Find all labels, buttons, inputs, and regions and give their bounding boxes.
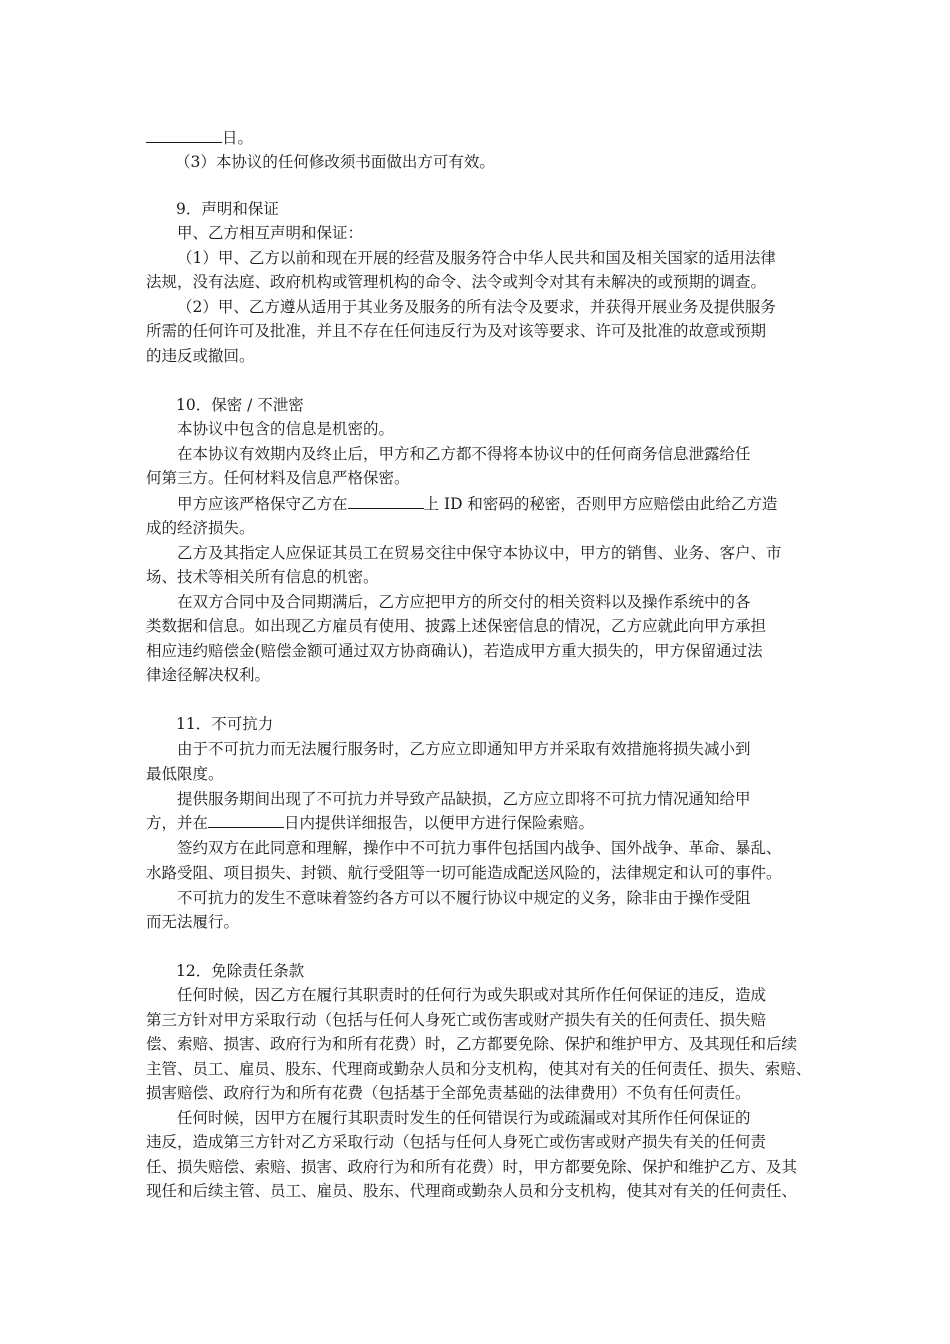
blank-field (146, 128, 222, 143)
text-line: 在双方合同中及合同期满后，乙方应把甲方的所交付的相关资料以及操作系统中的各 (177, 593, 751, 611)
text-line: 而无法履行。 (146, 913, 240, 931)
section-heading: 9．声明和保证 (176, 200, 279, 218)
section-heading: 11．不可抗力 (176, 715, 274, 733)
text-line: 第三方针对甲方采取行动（包括与任何人身死亡或伤害或财产损失有关的任何责任、损失赔 (146, 1011, 767, 1029)
blank-field (208, 813, 284, 828)
text-line: 本协议中包含的信息是机密的。 (177, 420, 395, 438)
text-line: 甲方应该严格保守乙方在 上 ID 和密码的秘密，否则甲方应赔偿由此给乙方造 (177, 495, 778, 513)
text-line: 由于不可抗力而无法履行服务时，乙方应立即通知甲方并采取有效措施将损失减小到 (177, 740, 751, 758)
text-line: 签约双方在此同意和理解，操作中不可抗力事件包括国内战争、国外战争、革命、暴乱、 (177, 839, 782, 857)
section-heading: 12．免除责任条款 (176, 962, 305, 980)
text-line: 任何时候，因甲方在履行其职责时发生的任何错误行为或疏漏或对其所作任何保证的 (177, 1109, 751, 1127)
section-heading: 10．保密 / 不泄密 (176, 396, 304, 414)
text-line: 法规，没有法庭、政府机构或管理机构的命令、法令或判令对其有未解决的或预期的调查。 (146, 273, 767, 291)
text-line: 律途径解决权利。 (146, 666, 271, 684)
text-line: 所需的任何许可及批准，并且不存在任何违反行为及对该等要求、许可及批准的故意或预期 (146, 322, 767, 340)
text-line: 损害赔偿、政府行为和所有花费（包括基于全部免责基础的法律费用）不负有任何责任。 (146, 1084, 751, 1102)
text-line: 现任和后续主管、员工、雇员、股东、代理商或勤杂人员和分支机构，使其对有关的任何责任、 (146, 1182, 798, 1200)
text-line: 任、损失赔偿、索赔、损害、政府行为和所有花费）时，甲方都要免除、保护和维护乙方、及其 (146, 1158, 798, 1176)
text-line: 最低限度。 (146, 765, 224, 783)
text-line: （1）甲、乙方以前和现在开展的经营及服务符合中华人民共和国及相关国家的适用法律 (177, 249, 776, 267)
text-line: 任何时候，因乙方在履行其职责时的任何行为或失职或对其所作任何保证的违反，造成 (177, 986, 767, 1004)
blank-field (348, 494, 424, 509)
text-line: 偿、索赔、损害、政府行为和所有花费）时，乙方都要免除、保护和维护甲方、及其现任和后续 (146, 1035, 798, 1053)
text-line: 甲、乙方相互声明和保证： (177, 224, 364, 242)
text-line: 水路受阻、项目损失、封锁、航行受阻等一切可能造成配送风险的，法律规定和认可的事件。 (146, 864, 782, 882)
text-line: （2）甲、乙方遵从适用于其业务及服务的所有法令及要求，并获得开展业务及提供服务 (177, 298, 776, 316)
text-line: 提供服务期间出现了不可抗力并导致产品缺损，乙方应立即将不可抗力情况通知给甲 (177, 790, 751, 808)
text-line: 方，并在 日内提供详细报告，以便甲方进行保险索赔。 (146, 814, 595, 832)
text-line: 主管、员工、雇员、股东、代理商或勤杂人员和分支机构，使其对有关的任何责任、损失、索赔、 (146, 1060, 812, 1078)
text-line: 类数据和信息。如出现乙方雇员有使用、披露上述保密信息的情况，乙方应就此向甲方承担 (146, 617, 767, 635)
text-line: 相应违约赔偿金(赔偿金额可通过双方协商确认)，若造成甲方重大损失的，甲方保留通过法 (146, 642, 763, 660)
text-line: （3）本协议的任何修改须书面做出方可有效。 (175, 153, 495, 171)
text-line: 场、技术等相关所有信息的机密。 (146, 568, 379, 586)
text-line: 成的经济损失。 (146, 519, 255, 537)
text-line: 日。 (146, 128, 253, 148)
text-line: 的违反或撤回。 (146, 347, 255, 365)
text-line: 何第三方。任何材料及信息严格保密。 (146, 469, 410, 487)
text-line: 乙方及其指定人应保证其员工在贸易交往中保守本协议中，甲方的销售、业务、客户、市 (177, 544, 782, 562)
text-line: 在本协议有效期内及终止后，甲方和乙方都不得将本协议中的任何商务信息泄露给任 (177, 445, 751, 463)
text-line: 违反，造成第三方针对乙方采取行动（包括与任何人身死亡或伤害或财产损失有关的任何责 (146, 1133, 767, 1151)
text-line: 不可抗力的发生不意味着签约各方可以不履行协议中规定的义务，除非由于操作受阻 (177, 889, 751, 907)
